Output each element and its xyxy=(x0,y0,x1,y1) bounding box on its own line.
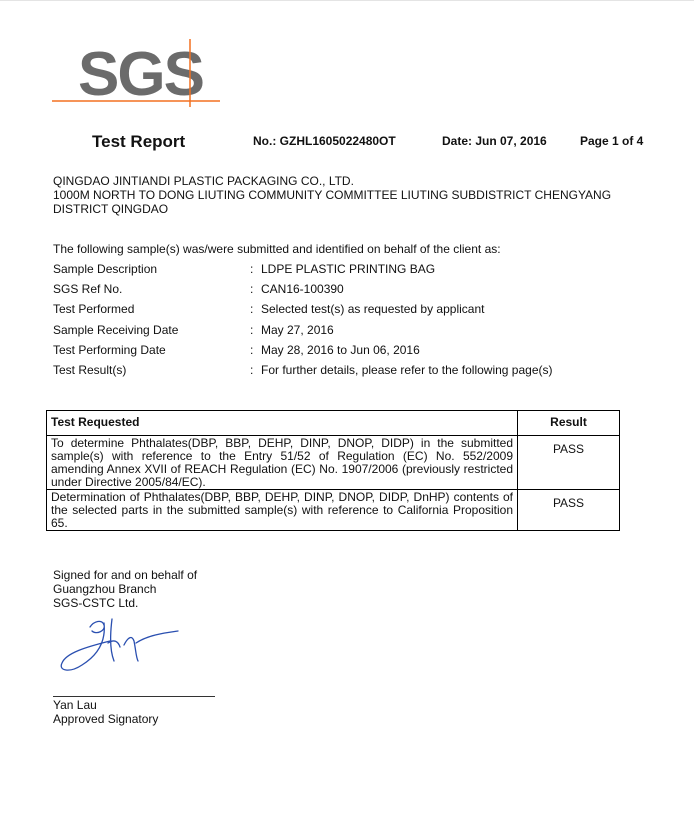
info-colon: : xyxy=(250,362,254,377)
page-indicator: Page 1 of 4 xyxy=(580,134,644,148)
info-value: May 28, 2016 to Jun 06, 2016 xyxy=(261,342,420,357)
client-block xyxy=(53,174,611,216)
info-value: May 27, 2016 xyxy=(261,322,334,337)
signoff-line2: Guangzhou Branch xyxy=(53,582,157,596)
header-result: Result xyxy=(518,411,620,436)
signatory-block xyxy=(53,698,158,726)
sgs-logo-text: SGS xyxy=(78,40,203,109)
report-header xyxy=(0,132,694,152)
info-value: For further details, please refer to the following page(s) xyxy=(261,362,553,377)
handwritten-signature xyxy=(52,611,192,681)
report-date: Date: Jun 07, 2016 xyxy=(442,134,547,148)
client-address-line1: 1000M NORTH TO DONG LIUTING COMMUNITY COMMITTEE LIUTING SUBDISTRICT CHENGYANG xyxy=(53,188,612,202)
signoff-block xyxy=(53,568,197,610)
client-name: QINGDAO JINTIANDI PLASTIC PACKAGING CO., LTD. xyxy=(53,174,354,188)
report-title: Test Report xyxy=(92,132,186,151)
signoff-line1: Signed for and on behalf of xyxy=(53,568,198,582)
info-label: Test Performed xyxy=(53,302,135,317)
signatory-name: Yan Lau xyxy=(53,698,97,712)
table-row xyxy=(47,490,620,531)
test-requested-cell: Determination of Phthalates(DBP, BBP, DEHP, DINP, DNOP, DIDP, DnHP) contents of the selected parts in the submitted sample(s) with reference to California Proposition 65. xyxy=(47,490,518,531)
signature-line xyxy=(53,696,215,697)
table-row xyxy=(47,436,620,490)
info-label: Test Result(s) xyxy=(53,362,127,377)
info-label: Sample Description xyxy=(53,262,158,276)
info-colon: : xyxy=(250,282,254,297)
header-test-requested: Test Requested xyxy=(47,411,518,436)
result-cell: PASS xyxy=(518,490,620,531)
table-header-row xyxy=(47,411,620,436)
info-value: LDPE PLASTIC PRINTING BAG xyxy=(261,262,436,276)
report-number: No.: GZHL1605022480OT xyxy=(253,134,396,148)
info-value: Selected test(s) as requested by applicant xyxy=(261,302,485,317)
test-requested-cell: To determine Phthalates(DBP, BBP, DEHP, DINP, DNOP, DIDP) in the submitted sample(s) with reference to the Entry 51/52 of Regulation (EC) No. 552/2009 amending Annex XVII of REACH Regulation (EC) No. 1907/2006 (previously restricted under Directive 2005/84/EC). xyxy=(47,436,518,490)
results-table xyxy=(46,410,620,531)
info-label: Sample Receiving Date xyxy=(53,322,179,337)
signatory-role: Approved Signatory xyxy=(53,712,159,726)
sgs-logo xyxy=(52,37,222,109)
info-colon: : xyxy=(250,262,254,276)
info-colon: : xyxy=(250,302,254,317)
signoff-line3: SGS-CSTC Ltd. xyxy=(53,596,139,610)
info-colon: : xyxy=(250,342,254,357)
info-value: CAN16-100390 xyxy=(261,282,344,297)
info-colon: : xyxy=(250,322,254,337)
result-cell: PASS xyxy=(518,436,620,490)
client-address-line2: DISTRICT QINGDAO xyxy=(53,202,169,216)
info-label: SGS Ref No. xyxy=(53,282,123,297)
info-label: Test Performing Date xyxy=(53,342,166,357)
intro-text: The following sample(s) was/were submitted and identified on behalf of the client as: xyxy=(53,242,501,256)
